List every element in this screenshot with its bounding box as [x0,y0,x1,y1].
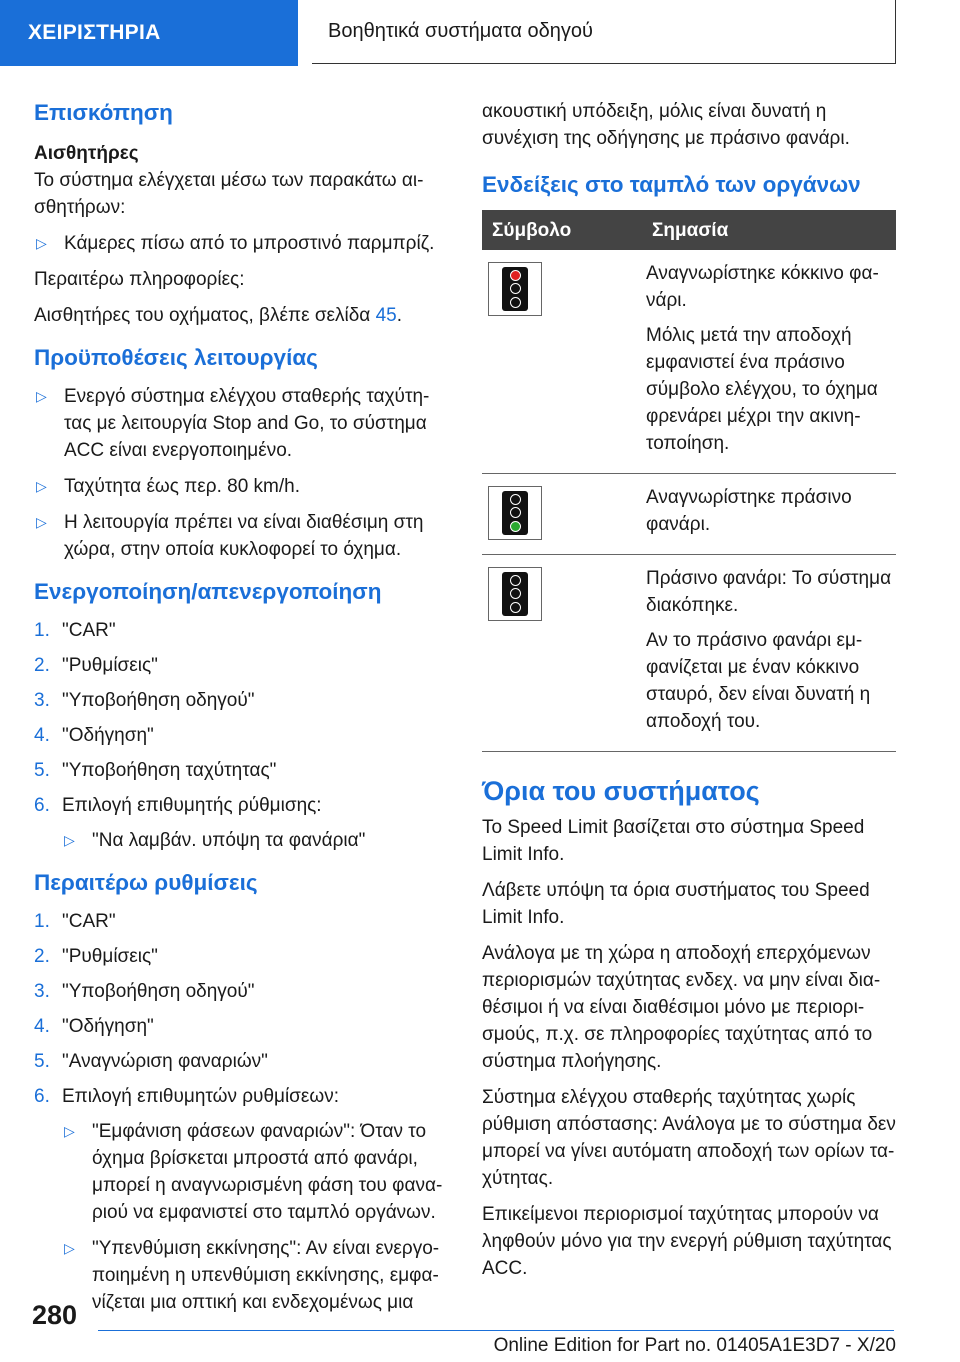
step-number: 3. [34,981,50,1002]
activation-step [34,722,446,749]
table-row [482,250,896,474]
sensors-heading: Αισθητήρες [34,143,139,164]
triangle-bullet-icon: ▷ [36,388,47,404]
step-text: Επιλογή επιθυμητής ρύθμισης: [62,795,322,816]
triangle-bullet-icon: ▷ [64,1240,75,1256]
step-text: "CAR" [62,620,116,641]
sensors-text: Το σύστημα ελέγχεται μέσω των παρακάτω αισθητήρων: [34,170,424,218]
footer-divider [98,1330,894,1331]
step-number: 3. [34,690,50,711]
settings-sub-item [34,1118,446,1226]
meaning-line: Μόλις μετά την αποδοχή εμφανιστεί ένα πράσινο σύμβολο ελέγχου, το όχημα φρενάρει μέχρι την ακινητοποίηση. [646,325,878,454]
prereq-item [34,509,446,563]
header-section-tab: ΧΕΙΡΙΣΤΗΡΙΑ [0,0,298,66]
continuation-text: ακουστική υπόδειξη, μόλις είναι δυνατή η συνέχιση της οδήγησης με πράσινο φανάρι. [482,101,850,149]
step-number: 6. [34,1086,50,1107]
limits-paragraph: Το Speed Limit βασίζεται στο σύστημα Speed Limit Info. [482,817,865,865]
activation-step [34,757,446,784]
bullet-text: "Να λαμβάν. υπόψη τα φανάρια" [92,830,366,851]
step-number: 2. [34,655,50,676]
triangle-bullet-icon: ▷ [64,832,75,848]
step-text: "Υποβοήθηση οδηγού" [62,981,255,1002]
prerequisites-heading: Προϋποθέσεις λειτουργίας [34,345,318,370]
step-number: 2. [34,946,50,967]
step-text: "Ρυθμίσεις" [62,655,158,676]
bullet-text: Η λειτουργία πρέπει να είναι διαθέσιμη στη χώρα, στην οποία κυκλοφορεί το όχημα. [64,512,424,560]
activation-step [34,792,446,819]
step-text: "Οδήγηση" [62,725,154,746]
step-number: 1. [34,911,50,932]
vehicle-sensors-reference [34,302,446,329]
table-header-row [482,210,896,250]
bullet-text: Κάμερες πίσω από το μπροστινό παρμπρίζ. [64,233,435,254]
step-number: 5. [34,760,50,781]
triangle-bullet-icon: ▷ [64,1123,75,1139]
more-info-label: Περαιτέρω πληροφορίες: [34,269,245,290]
reference-suffix: . [396,305,402,326]
column-header-symbol: Σύμβολο [482,210,642,250]
meaning-cell [642,555,896,752]
step-number: 4. [34,1016,50,1037]
overview-heading: Επισκόπηση [34,100,173,125]
page-number: 280 [32,1300,78,1330]
table-row [482,555,896,752]
bullet-text: Ενεργό σύστημα ελέγχου σταθερής ταχύτητας με λειτουργία Stop and Go, το σύστημα ACC είναι ενεργοποιημένο. [64,386,430,461]
settings-step [34,908,446,935]
bullet-text: "Εμφάνιση φάσεων φαναριών": Όταν το όχημα βρίσκεται μπροστά από φανάρι, μπορεί η αναγνωρισμένη φάση του φαναριού να εμφανιστεί στο ταμπλό οργάνων. [92,1121,443,1223]
activation-sub-item [34,827,446,854]
activation-heading: Ενεργοποίηση/απενεργοποίηση [34,579,382,604]
activation-step [34,617,446,644]
footer-edition: Online Edition for Part no. 01405A1E3D7 - X/20 [493,1335,896,1356]
activation-sub-options [34,827,446,854]
step-text: "Αναγνώριση φαναριών" [62,1051,268,1072]
triangle-bullet-icon: ▷ [36,235,47,251]
traffic-light-red-icon [488,262,542,316]
triangle-bullet-icon: ▷ [36,478,47,494]
settings-step [34,1048,446,1075]
symbol-cell [482,555,642,752]
left-column [34,98,446,1325]
limits-paragraph: Επικείμενοι περιορισμοί ταχύτητας μπορούν να ληφθούν μόνο για την ενεργή ρύθμιση ταχύτητας ACC. [482,1204,892,1279]
right-column [482,98,896,1291]
sensors-bullet [34,230,446,257]
activation-step [34,687,446,714]
settings-sub-item [34,1235,446,1316]
settings-step [34,1083,446,1110]
limits-paragraph: Σύστημα ελέγχου σταθερής ταχύτητας χωρίς ρύθμιση απόστασης: Ανάλογα με το σύστημα δεν μπορεί να γίνει αυτόματη αποδοχή των ορίων ταχύτητας. [482,1087,896,1189]
meaning-line: Αναγνωρίστηκε κόκκινο φανάρι. [646,263,879,311]
settings-step [34,1013,446,1040]
step-text: Επιλογή επιθυμητών ρυθμίσεων: [62,1086,339,1107]
symbol-cell [482,250,642,474]
indicator-table [482,210,896,752]
header-chapter-title: Βοηθητικά συστήματα οδηγού [312,0,896,64]
step-text: "CAR" [62,911,116,932]
step-text: "Υποβοήθηση οδηγού" [62,690,255,711]
page-link-45[interactable]: 45 [375,305,397,326]
traffic-light-off-icon [488,567,542,621]
settings-sub-options [34,1118,446,1316]
traffic-light-green-icon [488,486,542,540]
limits-paragraph: Ανάλογα με τη χώρα η αποδοχή επερχόμενων περιορισμών ταχύτητας ενδεχ. να μην είναι διαθέσιμοι ή να είναι διαθέσιμοι μόνο με περιορισμούς, π.χ. σε πληροφορίες ταχύτητας από το σύστημα πλοήγησης. [482,943,881,1072]
step-number: 4. [34,725,50,746]
prereq-item [34,383,446,464]
column-header-meaning: Σημασία [642,210,896,250]
indicators-heading: Ενδείξεις στο ταμπλό των οργάνων [482,172,861,197]
table-row [482,474,896,555]
meaning-line: Πράσινο φανάρι: Το σύστημα διακόπηκε. [646,568,892,616]
triangle-bullet-icon: ▷ [36,514,47,530]
activation-step [34,652,446,679]
prereq-item [34,473,446,500]
settings-step [34,943,446,970]
step-text: "Οδήγηση" [62,1016,154,1037]
step-text: "Ρυθμίσεις" [62,946,158,967]
bullet-text: Ταχύτητα έως περ. 80 km/h. [64,476,300,497]
settings-step [34,978,446,1005]
meaning-line: Αν το πράσινο φανάρι εμφανίζεται με έναν κόκκινο σταυρό, δεν είναι δυνατή η αποδοχή του. [646,630,871,732]
step-number: 6. [34,795,50,816]
meaning-cell [642,250,896,474]
bullet-text: "Υπενθύμιση εκκίνησης": Αν είναι ενεργοποιημένη η υπενθύμιση εκκίνησης, εμφανίζεται μια οπτική και ενδεχομένως μια [92,1238,440,1313]
step-number: 1. [34,620,50,641]
limits-paragraph: Λάβετε υπόψη τα όρια συστήματος του Speed Limit Info. [482,880,870,928]
meaning-line: Αναγνωρίστηκε πράσινο φανάρι. [646,487,852,535]
system-limits-heading: Όρια του συστήματος [482,776,760,806]
step-text: "Υποβοήθηση ταχύτητας" [62,760,277,781]
meaning-cell [642,474,896,555]
step-number: 5. [34,1051,50,1072]
further-settings-heading: Περαιτέρω ρυθμίσεις [34,870,258,895]
reference-text: Αισθητήρες του οχήματος, βλέπε σελίδα [34,305,376,326]
symbol-cell [482,474,642,555]
